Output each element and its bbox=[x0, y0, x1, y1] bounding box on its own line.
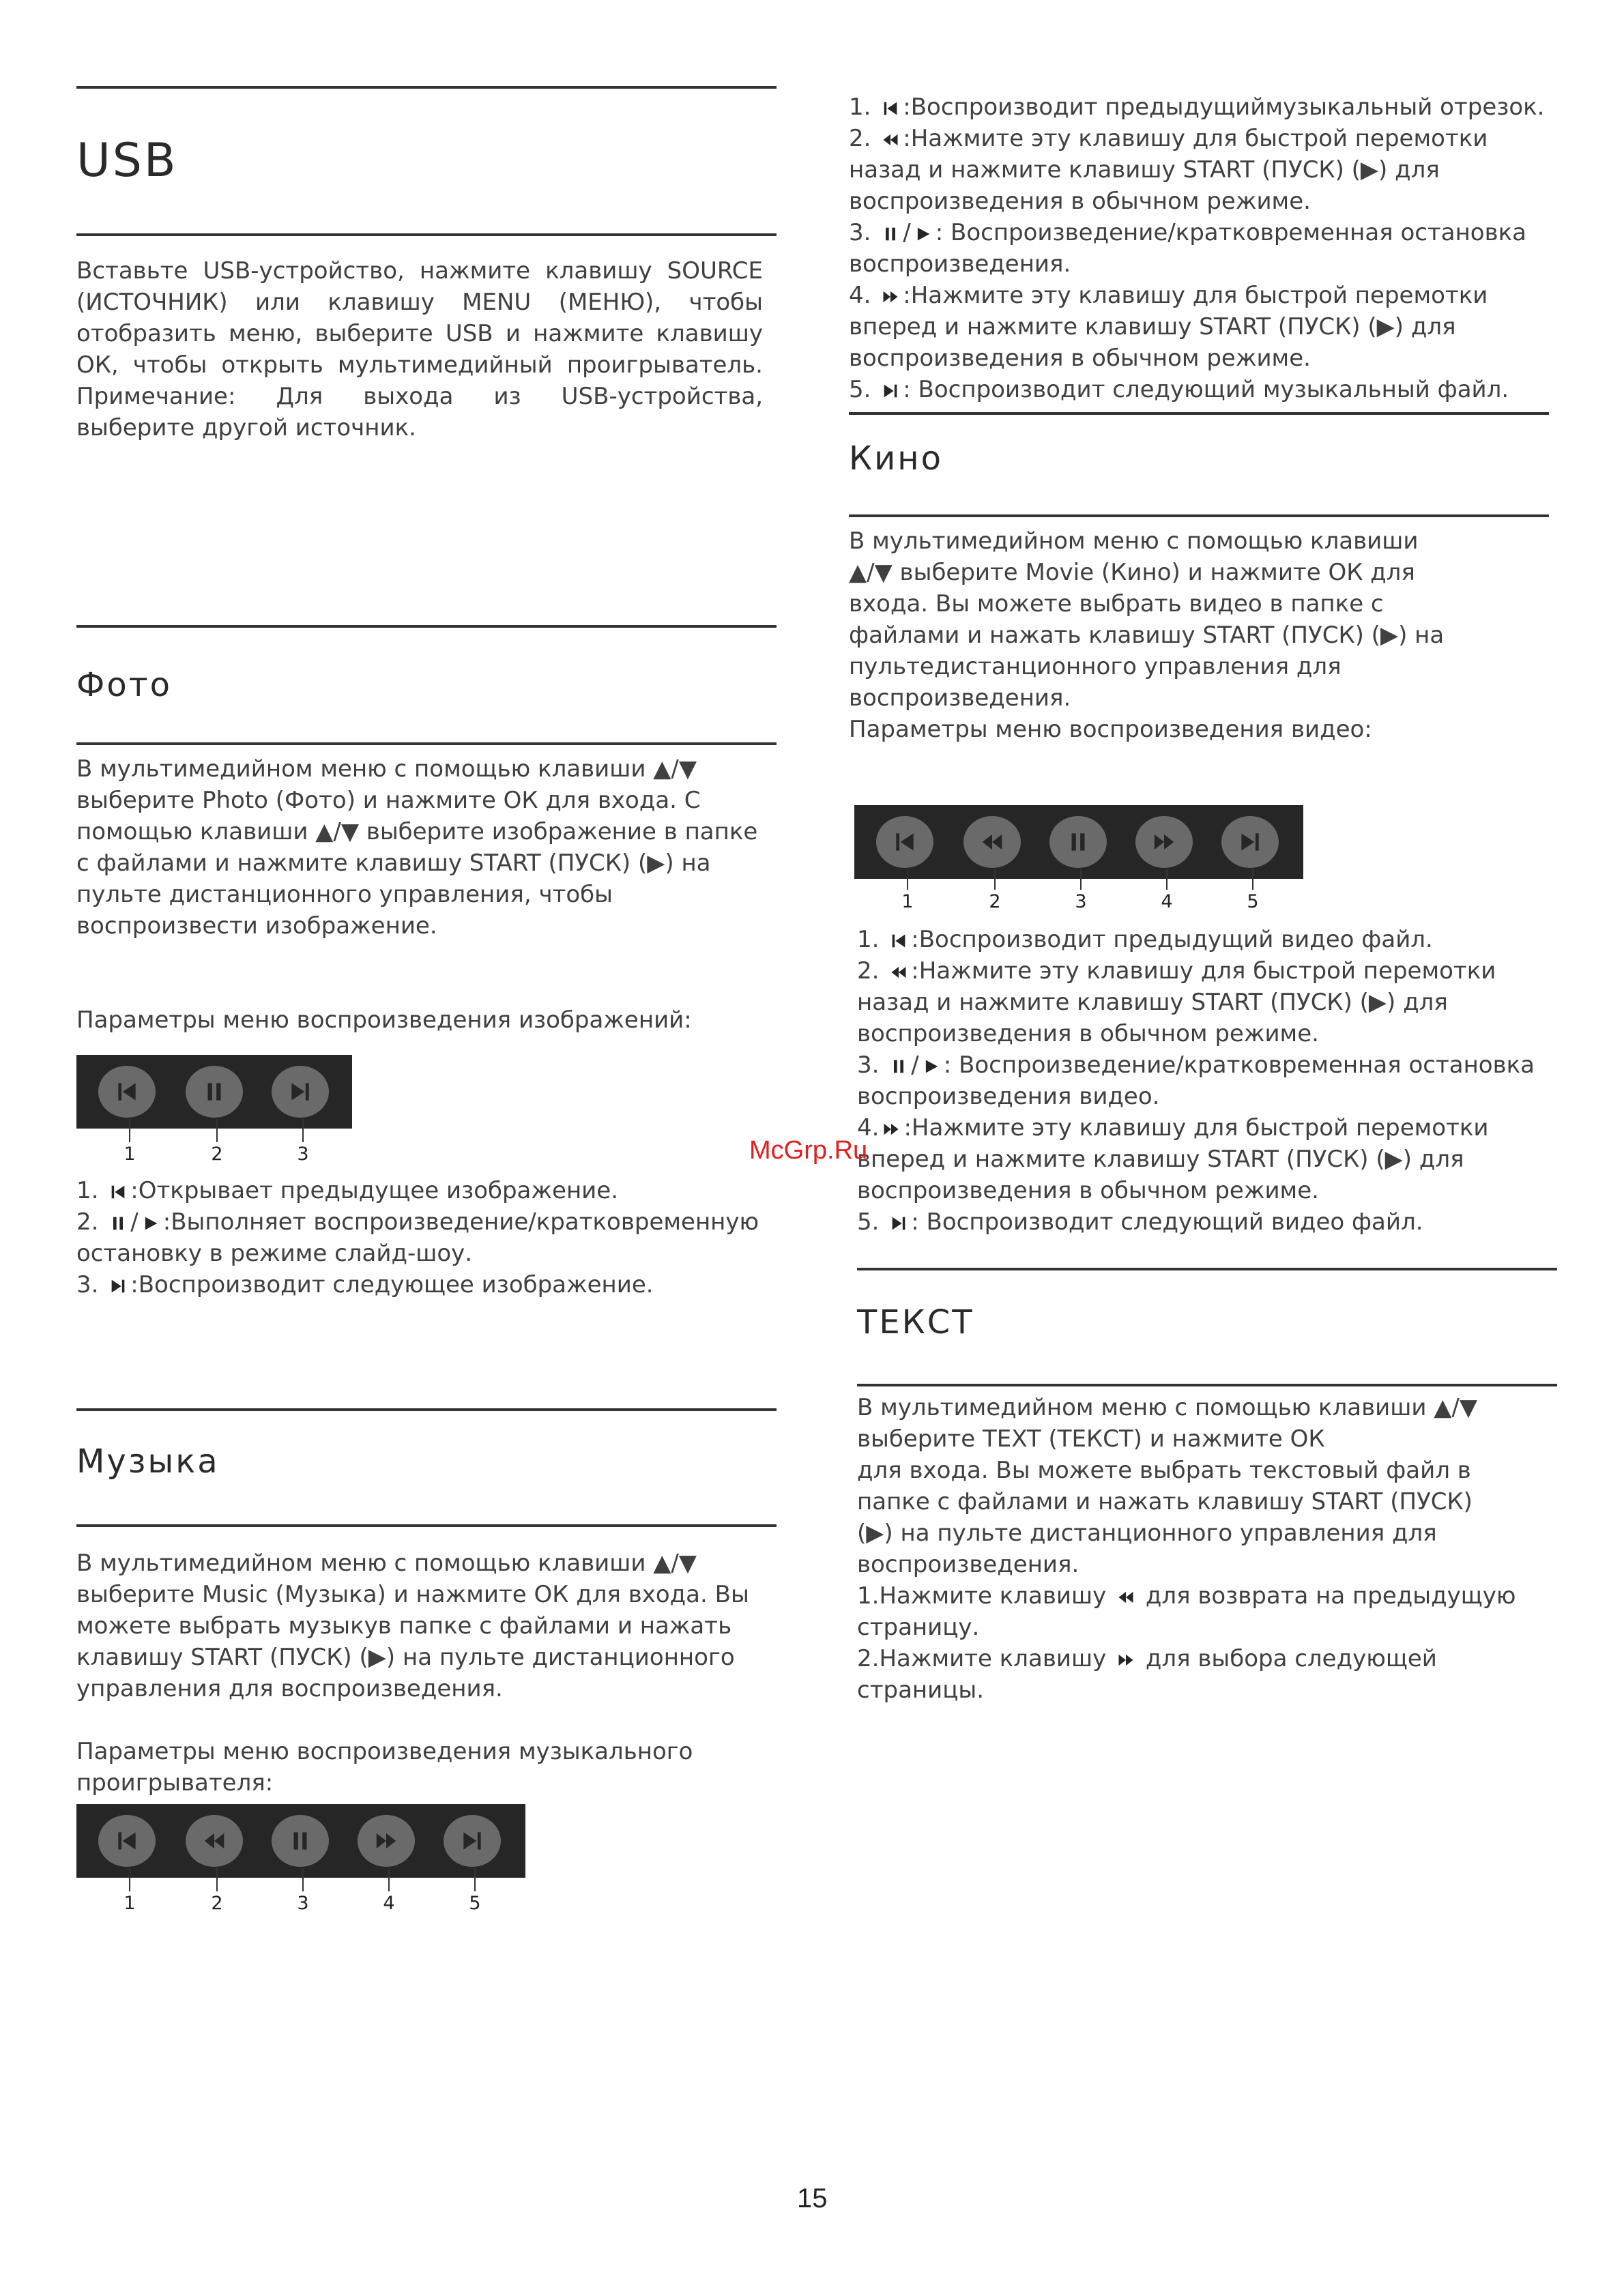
pause-icon bbox=[287, 1828, 313, 1854]
page-number: 15 bbox=[797, 2183, 828, 2213]
pause-button[interactable] bbox=[186, 1066, 243, 1118]
list-item: 1. :Воспроизводит предыдущиймузыкальный отрезок. bbox=[849, 93, 1545, 121]
watermark: McGrp.Ru bbox=[749, 1136, 868, 1165]
list-item: воспроизведения видео. bbox=[857, 1083, 1160, 1110]
photo-params-label: Параметры меню воспроизведения изображений: bbox=[76, 1006, 692, 1034]
text-title-rule bbox=[857, 1384, 1557, 1386]
list-item: вперед и нажмите клавишу START (ПУСК) (▶) для bbox=[849, 313, 1456, 340]
music-body-line: выберите Music (Музыка) и нажмите ОК для входа. Вы bbox=[76, 1581, 749, 1608]
rewind-icon bbox=[201, 1828, 227, 1854]
list-item: 1. :Воспроизводит предыдущий видео файл. bbox=[857, 926, 1433, 953]
usb-body-line: выберите другой источник. bbox=[76, 414, 416, 441]
text-body-line: (▶) на пульте дистанционного управления для bbox=[857, 1520, 1437, 1547]
text-title: ТЕКСТ bbox=[857, 1303, 974, 1341]
list-item: 5. : Воспроизводит следующий музыкальный файл. bbox=[849, 376, 1509, 403]
callout-line bbox=[907, 869, 908, 890]
usb-title-rule bbox=[76, 233, 777, 236]
skip-previous-icon bbox=[881, 99, 900, 118]
callout-line bbox=[302, 1868, 304, 1891]
prev-button[interactable] bbox=[98, 1066, 156, 1118]
pause-button[interactable] bbox=[1049, 816, 1107, 868]
rewind-button[interactable] bbox=[186, 1815, 243, 1867]
music-items bbox=[849, 91, 1552, 405]
skip-previous-icon bbox=[108, 1182, 128, 1202]
movie-title-rule bbox=[849, 514, 1549, 517]
callout-line bbox=[129, 1868, 130, 1891]
callout-number: 4 bbox=[1161, 891, 1173, 912]
skip-next-icon bbox=[889, 1214, 908, 1233]
pause-icon bbox=[889, 1057, 908, 1076]
skip-previous-icon bbox=[114, 1079, 140, 1105]
photo-body bbox=[76, 753, 786, 942]
photo-top-rule bbox=[76, 625, 777, 628]
fast-forward-icon bbox=[1116, 1651, 1135, 1670]
movie-body-line: файлами и нажать клавишу START (ПУСК) (▶) на bbox=[849, 622, 1445, 649]
callout-number: 3 bbox=[297, 1144, 309, 1165]
callout-number: 3 bbox=[1075, 891, 1087, 912]
usb-body-line: Вставьте USB-устройство, нажмите клавишу SOURCE bbox=[76, 257, 763, 285]
fast-forward-icon bbox=[882, 1120, 901, 1139]
list-item: 1. :Открывает предыдущее изображение. bbox=[76, 1177, 618, 1204]
list-item: 3. / : Воспроизведение/кратковременная остановка bbox=[857, 1051, 1535, 1079]
movie-title: Кино bbox=[849, 439, 944, 478]
usb-body-line: ОК, чтобы открыть мультимедийный проигрыватель. bbox=[76, 351, 763, 379]
pause-icon bbox=[1065, 829, 1091, 855]
music-body-line: управления для воспроизведения. bbox=[76, 1675, 503, 1702]
photo-title: Фото bbox=[76, 666, 173, 704]
rewind-icon bbox=[889, 963, 908, 982]
play-icon bbox=[922, 1057, 941, 1076]
music-body-line: можете выбрать музыкув папке с файлами и нажать bbox=[76, 1612, 732, 1640]
skip-next-icon bbox=[287, 1079, 313, 1105]
callout-line bbox=[1252, 869, 1253, 890]
list-item: 2. / :Выполняет воспроизведение/кратковременную bbox=[76, 1208, 759, 1236]
fast-forward-icon bbox=[881, 287, 900, 306]
next-button[interactable] bbox=[444, 1815, 501, 1867]
rewind-icon bbox=[881, 130, 900, 149]
callout-number: 1 bbox=[901, 891, 914, 912]
callout-line bbox=[216, 1868, 218, 1891]
callout-number: 1 bbox=[124, 1893, 136, 1914]
photo-items bbox=[76, 1175, 800, 1300]
text-body bbox=[857, 1392, 1560, 1706]
list-item: воспроизведения в обычном режиме. bbox=[849, 345, 1311, 372]
music-title: Музыка bbox=[76, 1442, 220, 1481]
pause-icon bbox=[201, 1079, 227, 1105]
text-body-line: папке с файлами и нажать клавишу START (ПУСК) bbox=[857, 1488, 1473, 1515]
list-item: 1.Нажмите клавишу для возврата на предыдущую bbox=[857, 1582, 1516, 1610]
rewind-button[interactable] bbox=[963, 816, 1021, 868]
music-body-line: клавишу START (ПУСК) (▶) на пульте дистанционного bbox=[76, 1644, 735, 1671]
text-body-line: выберите TEXT (ТЕКСТ) и нажмите ОК bbox=[857, 1425, 1325, 1453]
callout-number: 4 bbox=[383, 1893, 395, 1914]
skip-previous-icon bbox=[889, 931, 908, 950]
list-item: остановку в режиме слайд-шоу. bbox=[76, 1240, 473, 1267]
next-button[interactable] bbox=[1221, 816, 1279, 868]
music-params-label: Параметры меню воспроизведения музыкального проигрывателя: bbox=[76, 1738, 693, 1797]
list-item: 2. :Нажмите эту клавишу для быстрой перемотки bbox=[857, 957, 1496, 985]
photo-title-rule bbox=[76, 742, 777, 745]
usb-body-line: (ИСТОЧНИК) или клавишу MENU (МЕНЮ), чтобы bbox=[76, 289, 763, 316]
movie-body-line: пультедистанционного управления для bbox=[849, 653, 1342, 680]
usb-title: USB bbox=[76, 134, 178, 188]
list-item: 2.Нажмите клавишу для выбора следующей bbox=[857, 1645, 1437, 1672]
music-top-rule bbox=[76, 1408, 777, 1411]
list-item: 5. : Воспроизводит следующий видео файл. bbox=[857, 1208, 1423, 1236]
list-item: воспроизведения. bbox=[849, 250, 1071, 278]
list-item: вперед и нажмите клавишу START (ПУСК) (▶) для bbox=[857, 1146, 1464, 1173]
callout-number: 2 bbox=[211, 1893, 223, 1914]
usb-top-rule bbox=[76, 86, 777, 89]
prev-button[interactable] bbox=[98, 1815, 156, 1867]
list-item: 4. :Нажмите эту клавишу для быстрой перемотки bbox=[857, 1114, 1489, 1142]
pause-button[interactable] bbox=[272, 1815, 329, 1867]
usb-body-line: Примечание: Для выхода из USB-устройства, bbox=[76, 383, 763, 410]
callout-line bbox=[474, 1868, 476, 1891]
skip-next-icon bbox=[459, 1828, 485, 1854]
callout-line bbox=[1080, 869, 1082, 890]
pause-icon bbox=[108, 1214, 128, 1233]
callout-line bbox=[388, 1868, 390, 1891]
list-item: воспроизведения в обычном режиме. bbox=[857, 1177, 1319, 1204]
callout-line bbox=[1166, 869, 1168, 890]
movie-items bbox=[857, 924, 1560, 1238]
next-button[interactable] bbox=[272, 1066, 329, 1118]
text-body-line: В мультимедийном меню с помощью клавиши ▲/▼ bbox=[857, 1394, 1478, 1421]
photo-body-line: В мультимедийном меню с помощью клавиши ▲/▼ bbox=[76, 755, 697, 783]
movie-body-line: воспроизведения. bbox=[849, 684, 1071, 712]
rewind-icon bbox=[1116, 1588, 1135, 1607]
text-top-rule bbox=[857, 1268, 1557, 1270]
text-body-line: воспроизведения. bbox=[857, 1551, 1079, 1578]
fast-forward-button[interactable] bbox=[358, 1815, 415, 1867]
callout-line bbox=[994, 869, 996, 890]
list-item: воспроизведения в обычном режиме. bbox=[849, 188, 1311, 215]
photo-body-line: выберите Photo (Фото) и нажмите ОК для входа. С bbox=[76, 787, 701, 814]
movie-body-line: В мультимедийном меню с помощью клавиши bbox=[849, 527, 1419, 555]
music-control-bar bbox=[76, 1804, 525, 1878]
music-body-line: В мультимедийном меню с помощью клавиши ▲/▼ bbox=[76, 1550, 697, 1577]
list-item: назад и нажмите клавишу START (ПУСК) (▶) для bbox=[857, 989, 1448, 1016]
movie-body bbox=[849, 525, 1552, 745]
usb-body bbox=[76, 255, 763, 444]
movie-body-line: входа. Вы можете выбрать видео в папке с bbox=[849, 590, 1384, 617]
pause-icon bbox=[881, 224, 900, 244]
list-item: 3. / : Воспроизведение/кратковременная остановка bbox=[849, 219, 1527, 246]
callout-number: 1 bbox=[124, 1144, 136, 1165]
list-item: 3. :Воспроизводит следующее изображение. bbox=[76, 1271, 654, 1298]
movie-top-rule bbox=[849, 412, 1549, 415]
list-item: страницы. bbox=[857, 1676, 985, 1704]
prev-button[interactable] bbox=[876, 816, 933, 868]
music-title-rule bbox=[76, 1524, 777, 1527]
music-body bbox=[76, 1547, 800, 1704]
usb-body-line: отобразить меню, выберите USB и нажмите клавишу bbox=[76, 320, 763, 347]
callout-number: 5 bbox=[469, 1893, 481, 1914]
photo-control-bar bbox=[76, 1055, 352, 1129]
callout-number: 2 bbox=[989, 891, 1001, 912]
callout-line bbox=[129, 1119, 130, 1142]
text-body-line: для входа. Вы можете выбрать текстовый файл в bbox=[857, 1457, 1471, 1484]
list-item: воспроизведения в обычном режиме. bbox=[857, 1020, 1319, 1047]
photo-body-line: с файлами и нажмите клавишу START (ПУСК) (▶) на bbox=[76, 849, 711, 877]
skip-next-icon bbox=[881, 381, 900, 401]
fast-forward-icon bbox=[373, 1828, 399, 1854]
skip-previous-icon bbox=[114, 1828, 140, 1854]
photo-body-line: воспроизвести изображение. bbox=[76, 912, 437, 940]
movie-body-line: Параметры меню воспроизведения видео: bbox=[849, 716, 1372, 743]
skip-next-icon bbox=[108, 1277, 128, 1296]
movie-body-line: ▲/▼ выберите Movie (Кино) и нажмите ОК для bbox=[849, 559, 1415, 586]
rewind-icon bbox=[979, 829, 1005, 855]
skip-next-icon bbox=[1237, 829, 1263, 855]
photo-body-line: помощью клавиши ▲/▼ выберите изображение в папке bbox=[76, 818, 758, 845]
skip-previous-icon bbox=[892, 829, 918, 855]
fast-forward-button[interactable] bbox=[1135, 816, 1193, 868]
list-item: страницу. bbox=[857, 1614, 980, 1641]
callout-number: 5 bbox=[1247, 891, 1259, 912]
callout-line bbox=[302, 1119, 304, 1142]
callout-number: 2 bbox=[211, 1144, 223, 1165]
fast-forward-icon bbox=[1151, 829, 1177, 855]
play-icon bbox=[914, 224, 933, 244]
callout-line bbox=[216, 1119, 218, 1142]
photo-body-line: пульте дистанционного управления, чтобы bbox=[76, 881, 613, 908]
list-item: 4. :Нажмите эту клавишу для быстрой перемотки bbox=[849, 282, 1488, 309]
list-item: назад и нажмите клавишу START (ПУСК) (▶) для bbox=[849, 156, 1440, 184]
list-item: 2. :Нажмите эту клавишу для быстрой перемотки bbox=[849, 125, 1488, 152]
callout-number: 3 bbox=[297, 1893, 309, 1914]
movie-control-bar bbox=[854, 805, 1303, 879]
play-icon bbox=[141, 1214, 160, 1233]
